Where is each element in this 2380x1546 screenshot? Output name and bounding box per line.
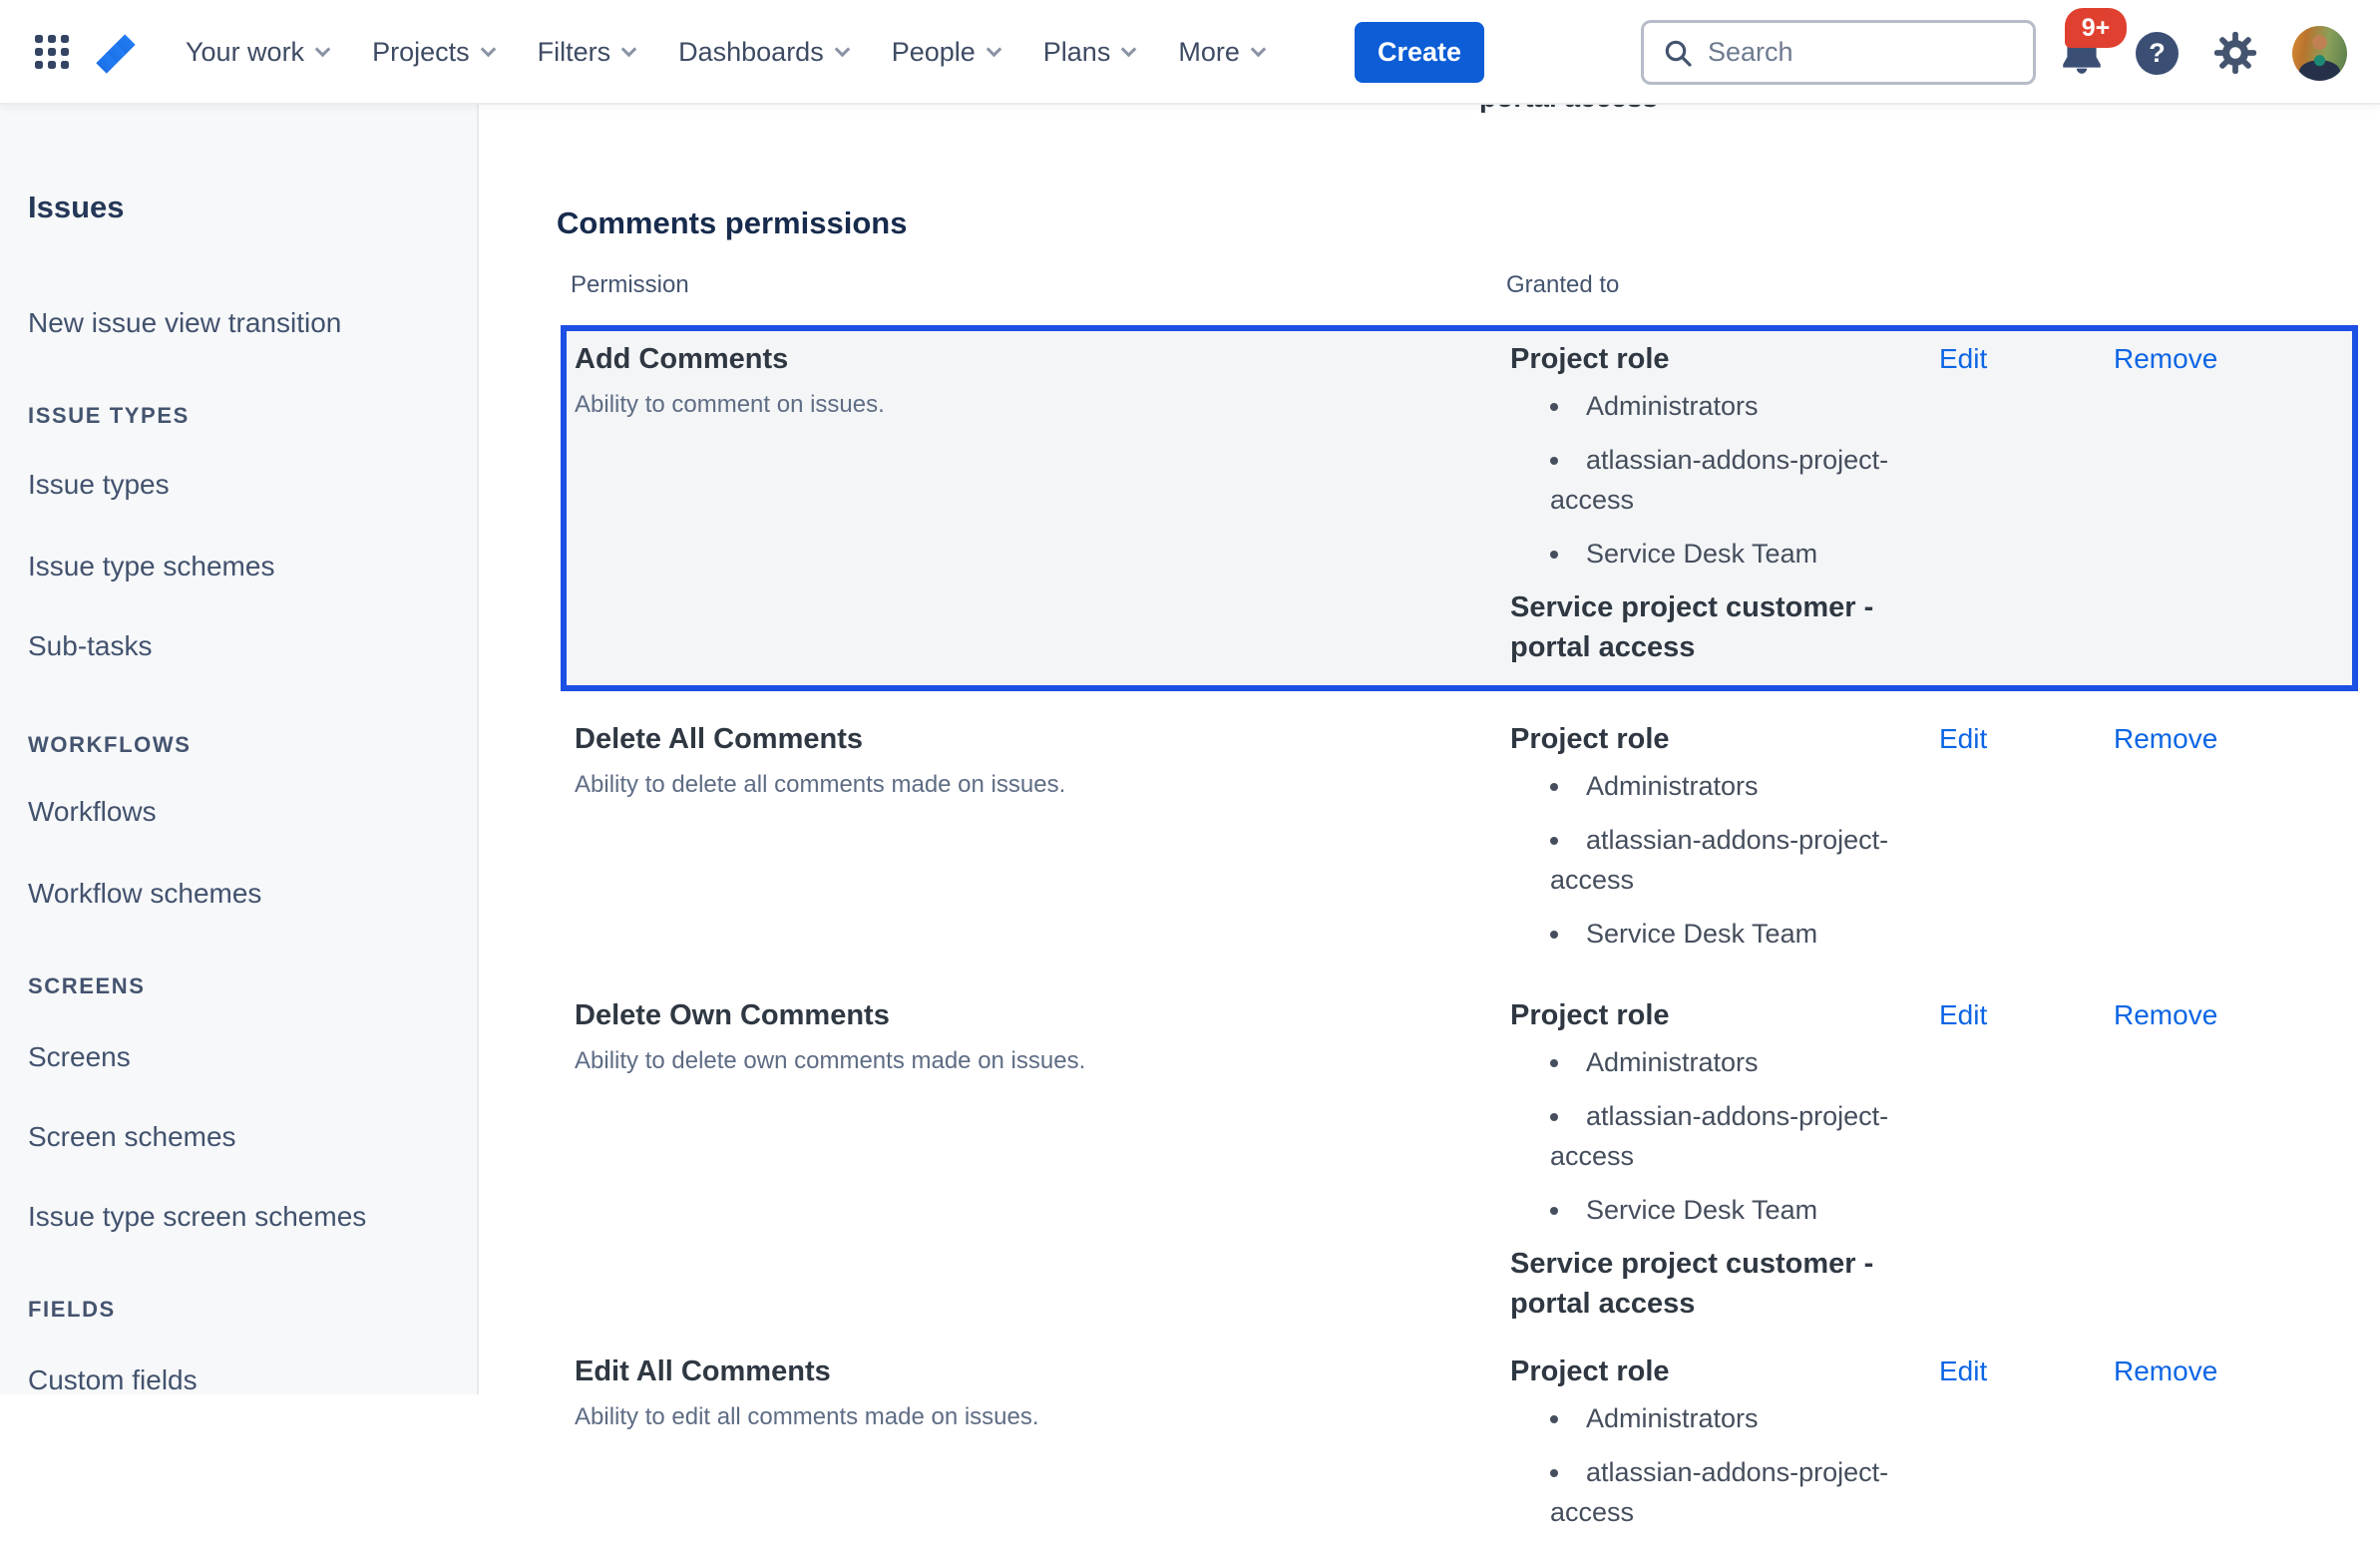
permission-title: Delete All Comments: [575, 723, 863, 755]
nav-filters[interactable]: [538, 37, 635, 68]
granted-role: • atlassian-addons-project-access: [1550, 820, 1939, 900]
search-input[interactable]: [1708, 37, 2015, 68]
sidebar-item-issue-type-screen-schemes[interactable]: Issue type screen schemes: [28, 1201, 367, 1232]
granted-role: • Service Desk Team: [1550, 534, 1939, 574]
nav-label: Filters: [537, 37, 611, 67]
sidebar-item-custom-fields[interactable]: Custom fields: [28, 1364, 198, 1395]
remove-link[interactable]: Remove: [2114, 999, 2218, 1030]
remove-link[interactable]: Remove: [2114, 1355, 2218, 1386]
remove-link[interactable]: Remove: [2114, 343, 2218, 374]
granted-role: • Administrators: [1550, 1042, 1939, 1082]
granted-role: • Administrators: [1550, 1398, 1939, 1438]
sidebar-section-issue-types: ISSUE TYPES: [28, 403, 190, 428]
help-button[interactable]: ?: [2136, 32, 2179, 75]
granted-role: • Service Desk Team: [1550, 1190, 1939, 1230]
granted-role: • atlassian-addons-project-access: [1550, 1452, 1939, 1532]
primary-nav: [186, 0, 1264, 105]
notifications-button[interactable]: [2053, 8, 2127, 92]
nav-label: More: [1178, 37, 1240, 67]
sidebar-item-issue-type-schemes[interactable]: Issue type schemes: [28, 551, 275, 581]
granted-role: • atlassian-addons-project-access: [1550, 440, 1939, 520]
notification-badge: 9+: [2065, 8, 2127, 48]
create-button[interactable]: Create: [1355, 22, 1484, 83]
nav-people[interactable]: [892, 37, 999, 68]
sidebar-title: Issues: [28, 190, 125, 224]
page-title: Comments permissions: [557, 205, 908, 240]
sidebar-item-workflow-schemes[interactable]: Workflow schemes: [28, 878, 262, 909]
main-content: [479, 0, 2380, 1527]
granted-extra-label: Service project customer - portal access: [1510, 1248, 1874, 1320]
sidebar-item-screens[interactable]: Screens: [28, 1041, 131, 1072]
sidebar-item-workflows[interactable]: Workflows: [28, 796, 157, 827]
chevron-down-icon: [1251, 41, 1267, 57]
nav-plans[interactable]: [1043, 37, 1135, 68]
search-box[interactable]: [1641, 20, 2036, 85]
app-switcher-icon[interactable]: [35, 35, 69, 69]
chevron-down-icon: [1121, 41, 1137, 57]
granted-role: • atlassian-addons-project-access: [1550, 1096, 1939, 1176]
top-navigation-bar: [0, 0, 2380, 105]
granted-roles-list: [1510, 766, 1939, 954]
granted-role: • Service Desk Team: [1550, 914, 1939, 954]
permission-description: Ability to comment on issues.: [575, 391, 885, 418]
granted-roles-list: [1510, 1398, 1939, 1532]
chevron-down-icon: [987, 41, 1002, 57]
permission-description: Ability to delete own comments made on issues.: [575, 1047, 1086, 1074]
search-icon: [1662, 37, 1694, 69]
granted-roles-list: [1510, 386, 1939, 574]
nav-label: Your work: [186, 37, 305, 67]
settings-gear-icon[interactable]: [2212, 30, 2258, 76]
granted-type-label: Project role: [1510, 999, 1670, 1031]
granted-type-label: Project role: [1510, 1355, 1670, 1387]
nav-dashboards[interactable]: [678, 37, 848, 68]
chevron-down-icon: [621, 41, 637, 57]
permission-title: Edit All Comments: [575, 1355, 831, 1387]
sidebar-item-issue-types[interactable]: Issue types: [28, 469, 170, 500]
nav-more[interactable]: [1178, 37, 1264, 68]
permission-description: Ability to delete all comments made on issues.: [575, 771, 1066, 798]
column-header-granted-to: Granted to: [1506, 271, 1620, 298]
sidebar-section-workflows: WORKFLOWS: [28, 732, 192, 757]
granted-role: • Administrators: [1550, 386, 1939, 426]
chevron-down-icon: [480, 41, 496, 57]
table-row-delete-all-comments: [571, 723, 2348, 967]
table-row-edit-all-comments: [571, 1355, 2348, 1546]
sidebar-item-screen-schemes[interactable]: Screen schemes: [28, 1121, 236, 1152]
permission-title: Delete Own Comments: [575, 999, 890, 1031]
sidebar-section-screens: SCREENS: [28, 973, 146, 998]
granted-role: • Administrators: [1550, 766, 1939, 806]
nav-label: Plans: [1042, 37, 1111, 67]
granted-type-label: Project role: [1510, 723, 1670, 755]
edit-link[interactable]: Edit: [1939, 723, 1988, 754]
table-row-delete-own-comments: [571, 999, 2348, 1324]
nav-label: People: [891, 37, 976, 67]
nav-projects[interactable]: [372, 37, 494, 68]
chevron-down-icon: [315, 41, 331, 57]
nav-label: Projects: [372, 37, 470, 67]
nav-label: Dashboards: [678, 37, 824, 67]
granted-extra-label: Service project customer - portal access: [1510, 591, 1874, 663]
permission-description: Ability to edit all comments made on issues.: [575, 1403, 1039, 1430]
nav-your-work[interactable]: [186, 37, 328, 68]
edit-link[interactable]: Edit: [1939, 1355, 1988, 1386]
granted-type-label: Project role: [1510, 343, 1670, 375]
sidebar-item-new-issue-view-transition[interactable]: New issue view transition: [28, 307, 342, 338]
permission-title: Add Comments: [575, 343, 789, 375]
settings-sidebar: [0, 0, 479, 1394]
permissions-table: [571, 271, 2348, 1546]
user-avatar[interactable]: [2292, 26, 2347, 81]
table-row-add-comments: [561, 325, 2358, 691]
table-header-row: [571, 271, 2348, 299]
sidebar-item-sub-tasks[interactable]: Sub-tasks: [28, 630, 153, 661]
jira-logo-icon[interactable]: [95, 33, 137, 80]
remove-link[interactable]: Remove: [2114, 723, 2218, 754]
chevron-down-icon: [834, 41, 850, 57]
column-header-permission: Permission: [571, 271, 689, 298]
granted-roles-list: [1510, 1042, 1939, 1230]
edit-link[interactable]: Edit: [1939, 999, 1988, 1030]
edit-link[interactable]: Edit: [1939, 343, 1988, 374]
sidebar-section-fields: FIELDS: [28, 1297, 116, 1322]
